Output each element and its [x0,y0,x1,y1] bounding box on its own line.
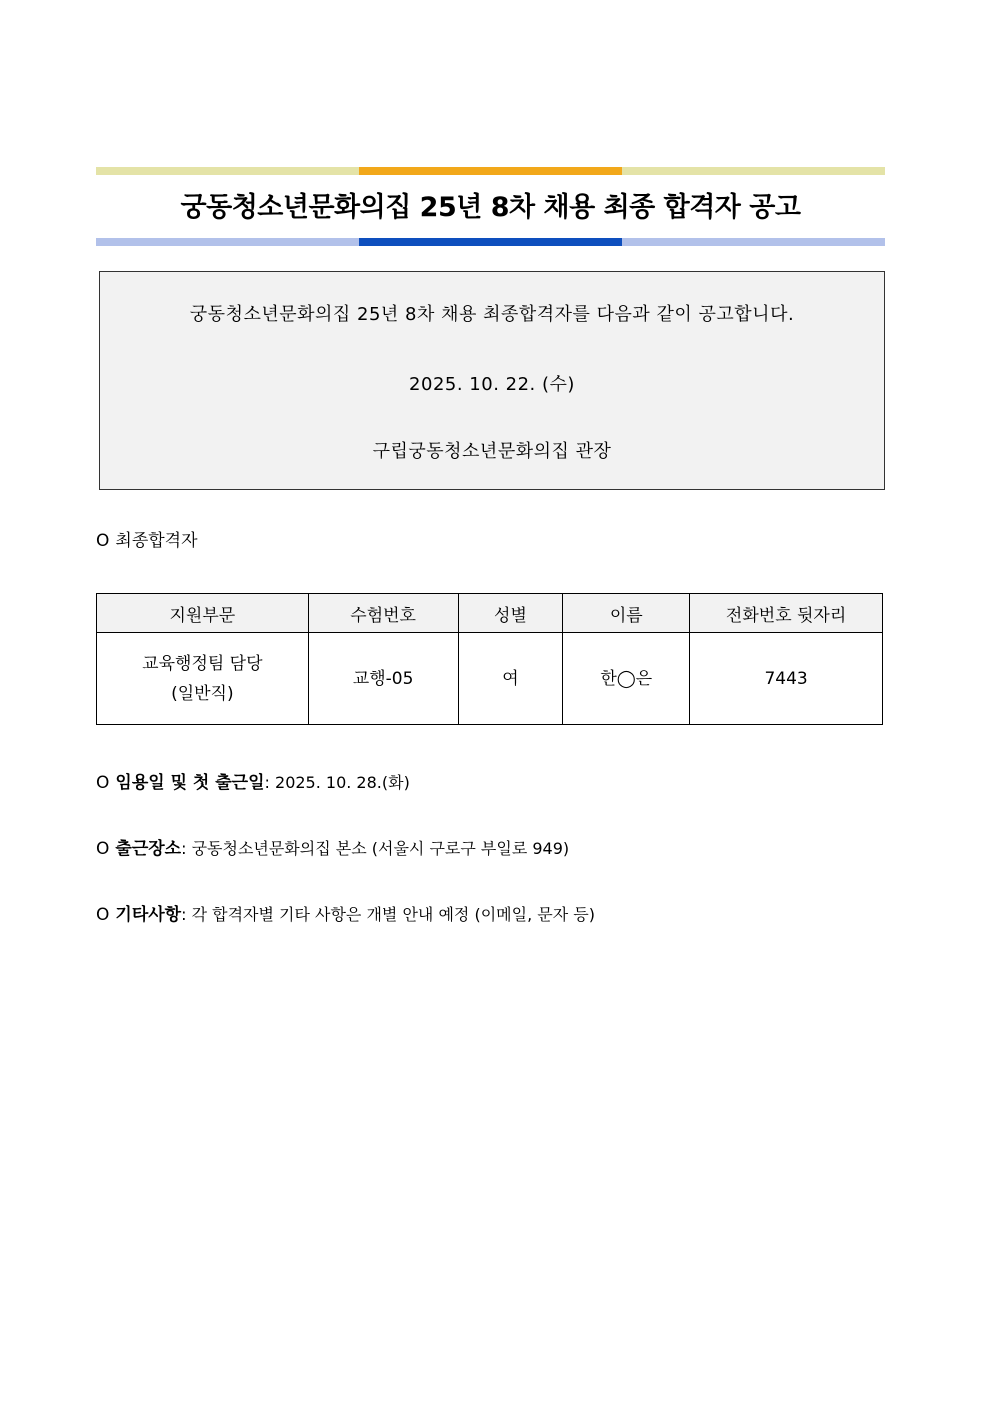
winners-section-heading [96,526,198,551]
cell-phone-last: 7443 [690,633,883,725]
cell-name: 한◯은 [563,633,690,725]
bullet-circle-icon: O [96,531,110,551]
appointment-label: 임용일 및 첫 출근일 [115,773,265,793]
top-bar-center-segment [359,167,622,175]
title-top-bar [96,167,885,175]
appointment-section [96,768,410,793]
other-value: : 각 합격자별 기타 사항은 개별 안내 예정 (이메일, 문자 등) [181,905,595,924]
table-header-row [97,594,883,633]
title-bottom-bar [96,238,885,246]
bullet-circle-icon: O [96,773,110,793]
header-name: 이름 [563,594,690,633]
workplace-value: : 궁동청소년문화의집 본소 (서울시 구로구 부일로 949) [181,839,570,858]
notice-statement: 궁동청소년문화의집 25년 8차 채용 최종합격자를 다음과 같이 공고합니다. [189,304,795,325]
header-exam-number: 수험번호 [308,594,458,633]
appointment-value: : 2025. 10. 28.(화) [264,773,410,792]
cell-department [97,633,309,725]
top-bar-left-segment [96,167,359,175]
winners-heading-label: 최종합격자 [115,531,198,551]
bullet-circle-icon: O [96,839,110,859]
document-title: 궁동청소년문화의집 25년 8차 채용 최종 합격자 공고 [180,192,801,223]
bottom-bar-left-segment [96,238,359,246]
cell-gender: 여 [458,633,563,725]
top-bar-right-segment [622,167,885,175]
header-phone-last: 전화번호 뒷자리 [690,594,883,633]
table-row [97,633,883,725]
other-label: 기타사항 [115,905,182,925]
workplace-section [96,834,569,859]
notice-box [99,271,885,490]
header-gender: 성별 [458,594,563,633]
cell-department-line1: 교육행정팀 담당 [142,653,263,674]
cell-exam-number: 교행-05 [308,633,458,725]
workplace-label: 출근장소 [115,839,182,859]
bullet-circle-icon: O [96,905,110,925]
bottom-bar-right-segment [622,238,885,246]
header-department: 지원부문 [97,594,309,633]
bottom-bar-center-segment [359,238,622,246]
other-section [96,900,595,925]
cell-department-line2: (일반직) [171,683,234,704]
winners-table [96,593,883,725]
notice-date: 2025. 10. 22. (수) [409,374,575,395]
notice-issuer: 구립궁동청소년문화의집 관장 [372,441,612,462]
